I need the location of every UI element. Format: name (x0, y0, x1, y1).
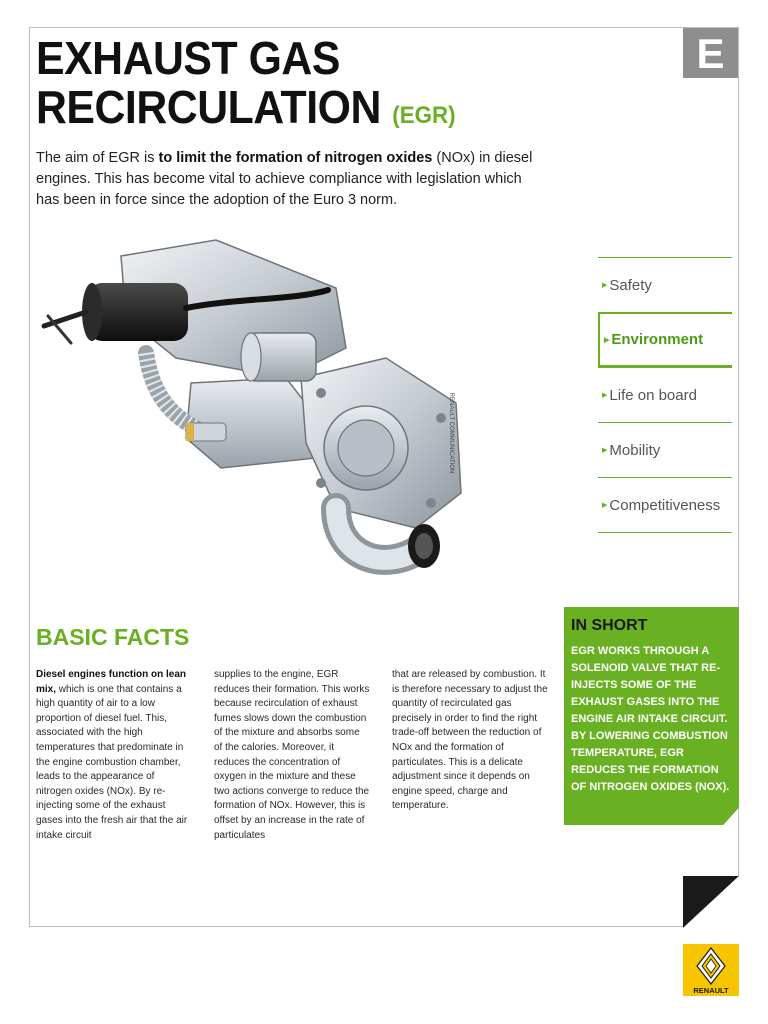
nav-item-life-on-board[interactable] (598, 367, 732, 422)
nav-item-safety[interactable] (598, 257, 732, 312)
in-short-text: EGR WORKS THROUGH A SOLENOID VALVE THAT RE-INJECTS SOME OF THE EXHAUST GASES INTO THE ENGINE AIR INTAKE CIRCUIT. BY LOWERING COMBUSTION TEMPERATURE, EGR REDUCES THE FORMATION OF NITROGEN OXIDES (NOX). (571, 645, 730, 793)
page-title (36, 34, 456, 140)
triangle-arrow-icon: ▶ (602, 447, 608, 454)
in-short-title: IN SHORT (571, 617, 648, 634)
triangle-arrow-icon: ▶ (602, 392, 608, 399)
basic-facts-column-1 (36, 668, 192, 843)
basic-facts-column-2: supplies to the engine, EGR reduces their formation. This works because recirculation of exhaust fumes slows down the combustion of the mixture and absorbs some of the calories. Moreover, it reduces the concentration of oxygen in the mixture and these two actions converge to reduce the formation of NOx. However, this is offset by an increase in the rate of particulates (214, 669, 370, 841)
section-tab: E (683, 28, 738, 78)
nav-divider (598, 532, 732, 533)
page-corner-fold (683, 876, 739, 928)
intro-paragraph (36, 148, 536, 211)
nav-item-environment[interactable] (598, 312, 732, 367)
intro-bold: to limit the formation of nitrogen oxides (158, 150, 433, 166)
basic-facts-col1-text: which is one that contains a high quantity of air to a low proportion of diesel fuel. This, associated with the high temperatures that predominate in the engine combustion chamber, leads to the appearance of nitrogen oxides (NOx). By re-injecting some of the exhaust gases into the fresh air that the air intake circuit (36, 683, 188, 841)
intro-text-2: (NOx) in diesel engines. This has become vital to achieve compliance with legislation which has been in force since the adoption of the Euro 3 norm. (36, 150, 533, 208)
basic-facts-lead: Diesel engines function on lean mix, (36, 669, 187, 695)
illustration-credit: RENAULT COMMUNICATION (448, 392, 454, 474)
nav-item-label: Competitiveness (609, 496, 721, 514)
renault-wordmark: RENAULT (693, 986, 729, 995)
nav-item-competitiveness[interactable] (598, 477, 732, 532)
title-line-2: RECIRCULATION (36, 81, 381, 133)
renault-logo (683, 944, 739, 996)
egr-valve-illustration (36, 228, 476, 598)
triangle-arrow-icon: ▶ (604, 336, 610, 344)
nav-item-label: Safety (609, 276, 652, 294)
title-abbreviation: (EGR) (392, 102, 456, 129)
triangle-arrow-icon: ▶ (602, 502, 608, 509)
section-nav (598, 257, 732, 533)
triangle-arrow-icon: ▶ (602, 282, 608, 289)
nav-item-mobility[interactable] (598, 422, 732, 477)
nav-item-label: Mobility (609, 441, 661, 459)
basic-facts-column-3: that are released by combustion. It is therefore necessary to adjust the quantity of recirculated gas precisely in order to find the right trade-off between the reduction of NOx and the formation of particulates. This is a delicate adjustment since it depends on engine speed, charge and temperature. (392, 669, 548, 812)
nav-item-label: Life on board (609, 386, 697, 404)
title-line-1: EXHAUST GAS (36, 32, 340, 84)
intro-text-1: The aim of EGR is (36, 150, 159, 166)
basic-facts-title: BASIC FACTS (36, 624, 190, 650)
nav-item-label: Environment (611, 331, 704, 348)
